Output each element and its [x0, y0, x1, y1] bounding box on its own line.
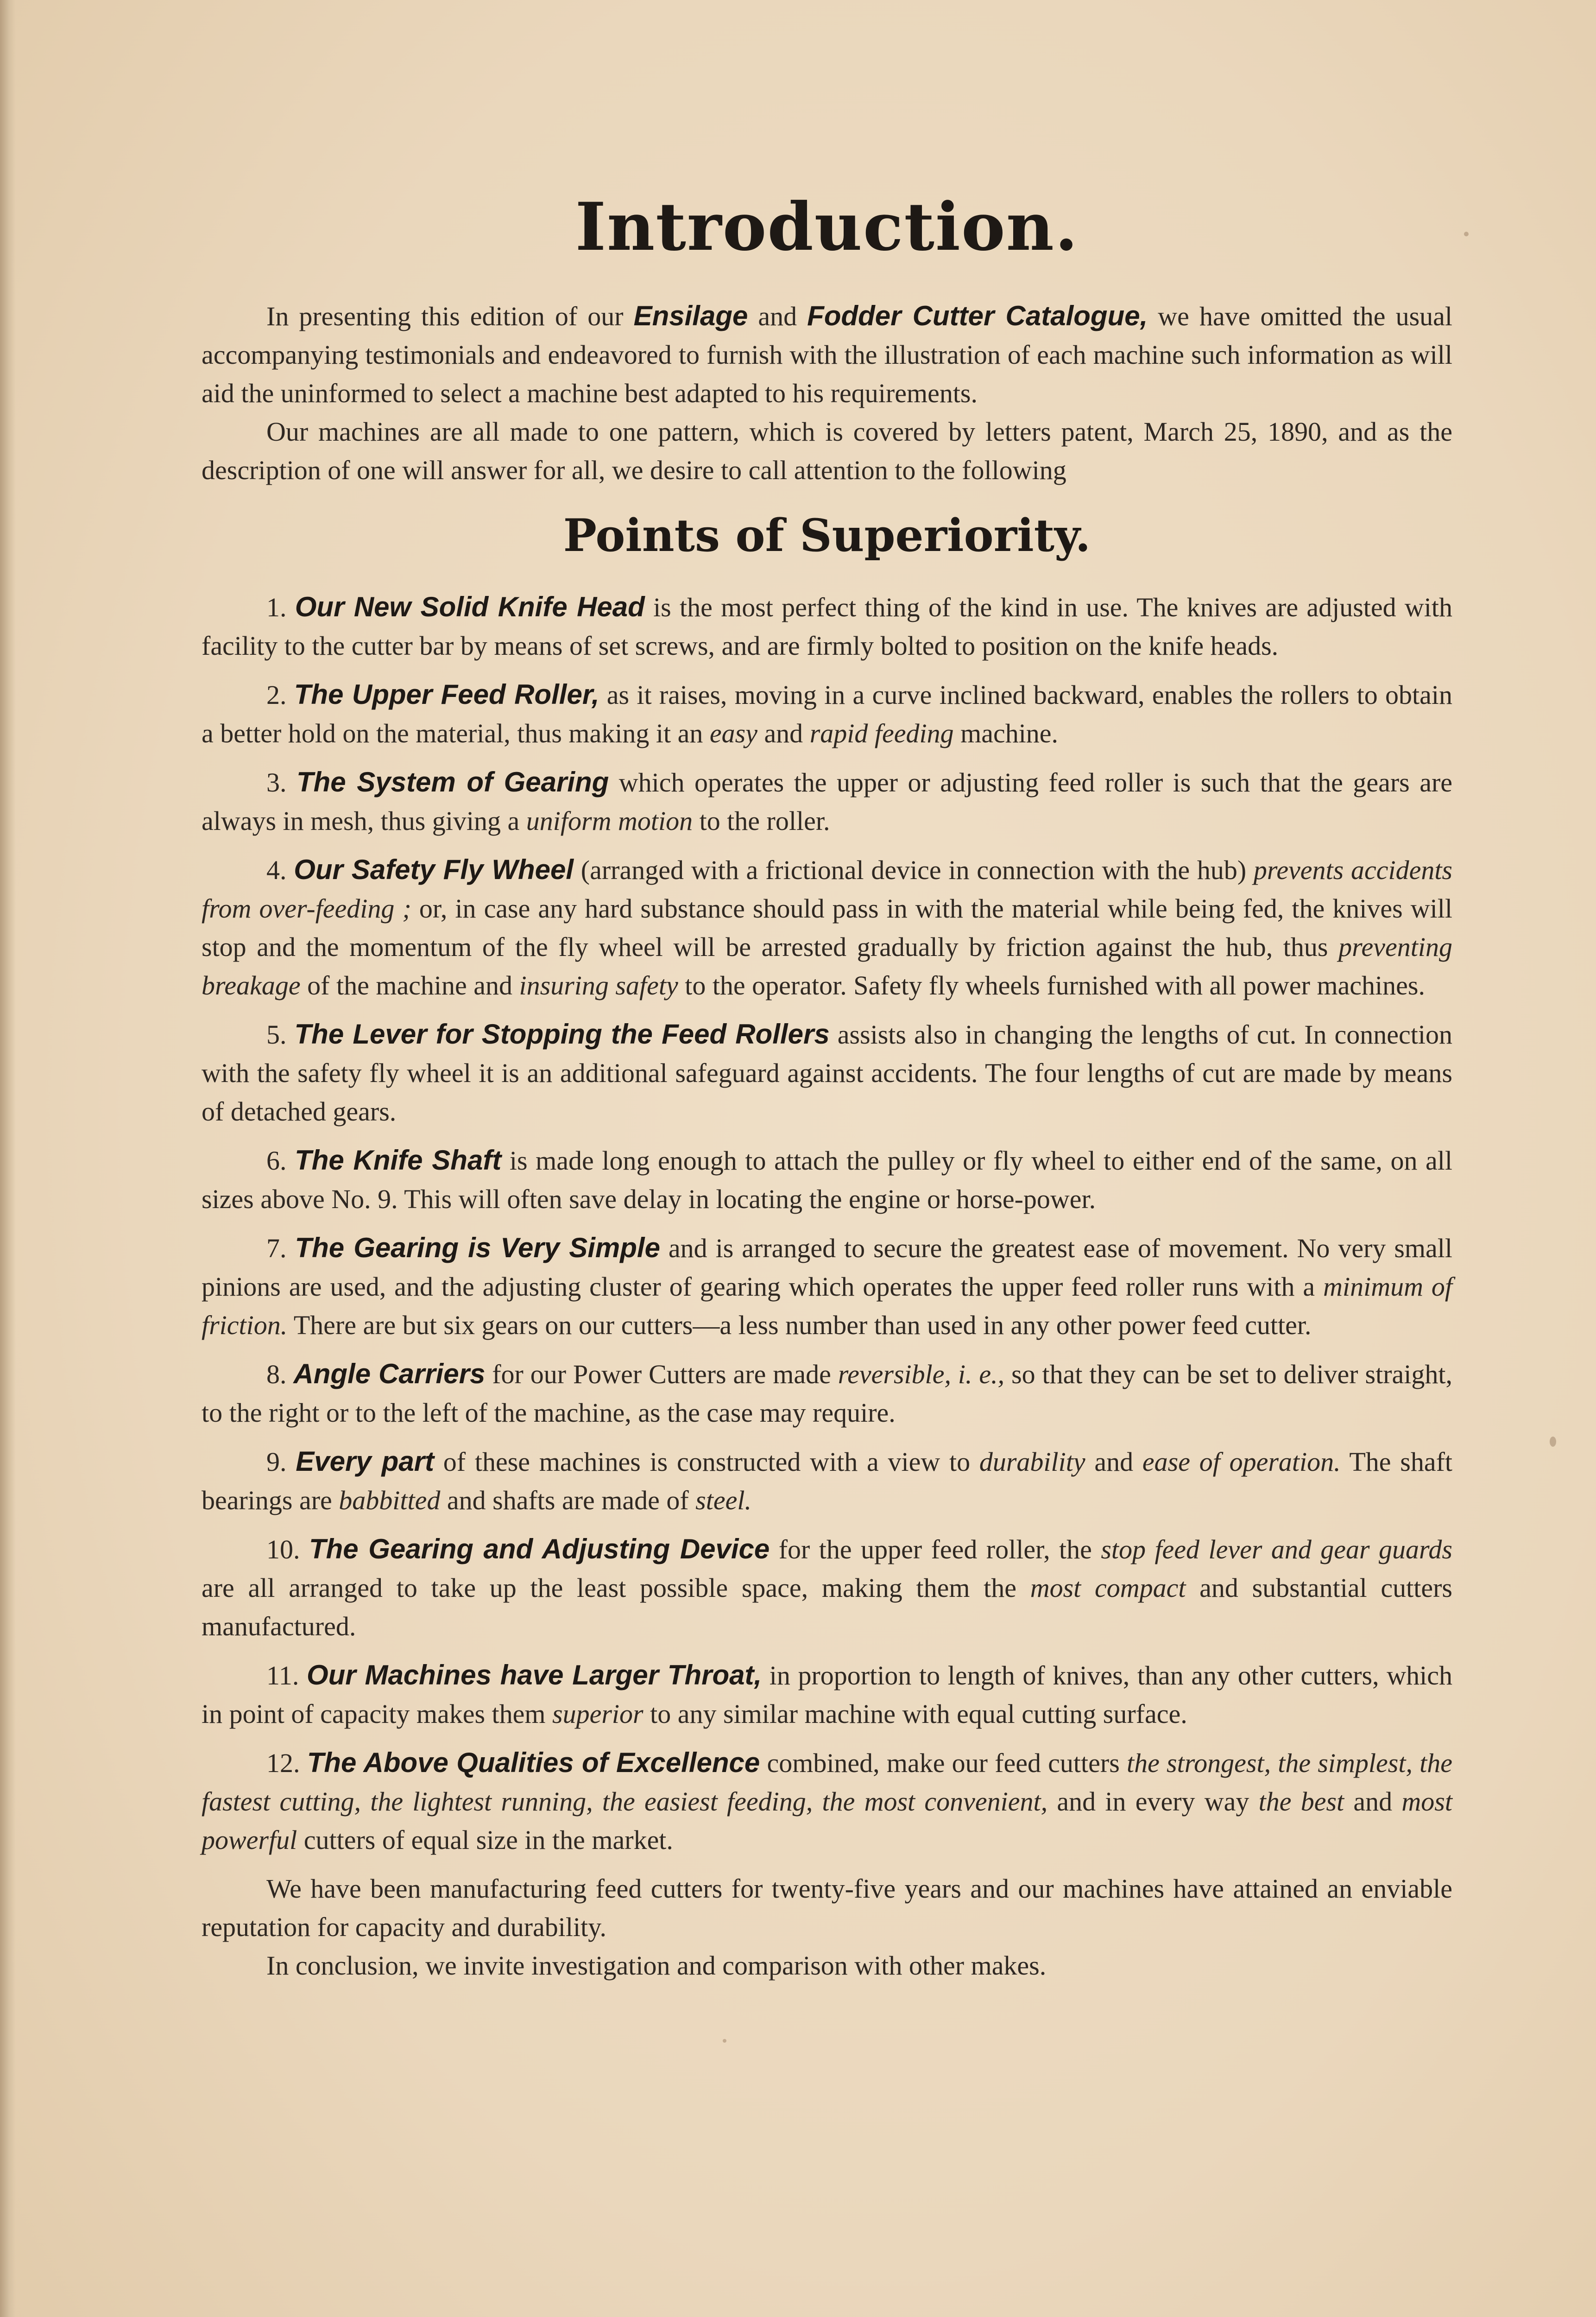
- section-heading: Points of Superiority.: [563, 509, 1091, 562]
- point-lead: The Knife Shaft: [295, 1145, 502, 1176]
- point-lead: Angle Carriers: [293, 1358, 486, 1389]
- emphasis: most compact: [1030, 1573, 1186, 1603]
- emphasis: durability: [979, 1447, 1085, 1477]
- emphasis: uniform motion: [526, 806, 693, 836]
- emphasis: the best: [1258, 1786, 1344, 1817]
- emphasis: ease of operation.: [1142, 1447, 1341, 1477]
- point-item: 10. The Gearing and Adjusting Device for the upper feed roller, the stop feed lever and gear guards are all arranged to take up the least possible space, making them the most compact and substantial cutters manufactured.: [202, 1533, 1453, 1641]
- emphasis: babbitted: [339, 1485, 441, 1515]
- point-item: 6. The Knife Shaft is made long enough to attach the pulley or fly wheel to either end of the same, on all sizes above No. 9. This will often save delay in locating the engine or horse-power.: [202, 1145, 1453, 1214]
- closing-paragraph: In conclusion, we invite investigation and comparison with other makes.: [266, 1950, 1047, 1981]
- emphasis: preventing breakage: [202, 932, 1452, 1000]
- paper-speck: [1550, 1437, 1556, 1447]
- point-item: 11. Our Machines have Larger Throat, in proportion to length of knives, than any other cutters, which in point of capacity makes them superior to any similar machine with equal cutting surface.: [202, 1659, 1452, 1729]
- point-lead: Fodder Cutter Catalogue,: [807, 300, 1148, 331]
- point-lead: Our Safety Fly Wheel: [294, 854, 574, 885]
- point-item: 5. The Lever for Stopping the Feed Rollers assists also in changing the lengths of cut. In connection with the safety fly wheel it is an additional safeguard against accidents. The four lengths of cut are made by means of detached gears.: [202, 1019, 1453, 1127]
- point-lead: The Above Qualities of Excellence: [307, 1747, 760, 1778]
- point-lead: Our Machines have Larger Throat,: [306, 1659, 762, 1690]
- point-lead: The Upper Feed Roller,: [294, 679, 599, 710]
- point-lead: Ensilage: [633, 300, 748, 331]
- emphasis: steel.: [695, 1485, 751, 1515]
- point-item: 8. Angle Carriers for our Power Cutters are made reversible, i. e., so that they can be set to deliver straight, to the right or to the left of the machine, as the case may require.: [202, 1358, 1452, 1428]
- intro-paragraph: Our machines are all made to one pattern, which is covered by letters patent, March 25, 1890, and as the description of one will answer for all, we desire to call attention to the following: [202, 417, 1452, 485]
- paper-speck: [1464, 232, 1469, 236]
- point-item: 9. Every part of these machines is constructed with a view to durability and ease of operation. The shaft bearings are babbitted and shafts are made of steel.: [202, 1446, 1453, 1515]
- binding-edge: [0, 0, 16, 2317]
- intro-paragraph: In presenting this edition of our Ensilage and Fodder Cutter Catalogue, we have omitted the usual accompanying testimonials and endeavored to furnish with the illustration of each machine such information as will aid the uninformed to select a machine best adapted to his requirements.: [202, 300, 1452, 408]
- page-title: Introduction.: [575, 189, 1079, 266]
- point-lead: Every part: [296, 1446, 435, 1477]
- emphasis: reversible, i. e.,: [838, 1359, 1005, 1389]
- point-item: 1. Our New Solid Knife Head is the most perfect thing of the kind in use. The knives are adjusted with facility to the cutter bar by means of set screws, and are firmly bolted to position on the knife heads.: [202, 591, 1452, 661]
- points-list: [202, 588, 1452, 1859]
- closing-paragraph: We have been manufacturing feed cutters for twenty-five years and our machines have attained an enviable reputation for capacity and durability.: [202, 1874, 1452, 1942]
- emphasis: most powerful: [202, 1786, 1452, 1855]
- intro-section: [202, 297, 1452, 489]
- point-lead: The System of Gearing: [296, 766, 609, 798]
- emphasis: insuring safety: [519, 970, 678, 1000]
- point-lead: The Gearing and Adjusting Device: [309, 1533, 770, 1564]
- emphasis: rapid feeding: [809, 718, 954, 748]
- emphasis: superior: [552, 1699, 643, 1729]
- closing-section: [202, 1869, 1452, 1985]
- point-item: 2. The Upper Feed Roller, as it raises, moving in a curve inclined backward, enables the rollers to obtain a better hold on the material, thus making it an easy and rapid feeding machine.: [202, 679, 1453, 748]
- emphasis: stop feed lever and gear guards: [1101, 1534, 1453, 1564]
- point-item: 12. The Above Qualities of Excellence combined, make our feed cutters the strongest, the simplest, the fastest cutting, the lightest running, the easiest feeding, the most convenient, and in every way the best and most powerful cutters of equal size in the market.: [202, 1747, 1452, 1855]
- point-item: 7. The Gearing is Very Simple and is arranged to secure the greatest ease of movement. No very small pinions are used, and the adjusting cluster of gearing which operates the upper feed roller runs with a minimum of friction. There are but six gears on our cutters—a less number than used in any other power feed cutter.: [202, 1232, 1453, 1340]
- paper-speck: [723, 2039, 726, 2043]
- emphasis: prevents accidents from over-feeding ;: [202, 855, 1452, 924]
- point-lead: The Lever for Stopping the Feed Rollers: [294, 1019, 830, 1050]
- point-item: 4. Our Safety Fly Wheel (arranged with a frictional device in connection with the hub) prevents accidents from over-feeding ; or, in case any hard substance should pass in with the material while being fed, the knives will stop and the momentum of the fly wheel will be arrested gradually by friction against the hub, thus preventing breakage of the machine and insuring safety to the operator. Safety fly wheels furnished with all power machines.: [202, 854, 1452, 1000]
- emphasis: minimum of friction.: [202, 1272, 1452, 1340]
- emphasis: the strongest, the simplest, the fastest cutting, the lightest running, the easiest feeding, the most convenient,: [202, 1748, 1452, 1817]
- point-lead: Our New Solid Knife Head: [295, 591, 645, 622]
- point-item: 3. The System of Gearing which operates the upper or adjusting feed roller is such that the gears are always in mesh, thus giving a uniform motion to the roller.: [202, 766, 1453, 836]
- point-lead: The Gearing is Very Simple: [295, 1232, 660, 1263]
- page-content: [202, 181, 1452, 1985]
- emphasis: easy: [709, 718, 757, 748]
